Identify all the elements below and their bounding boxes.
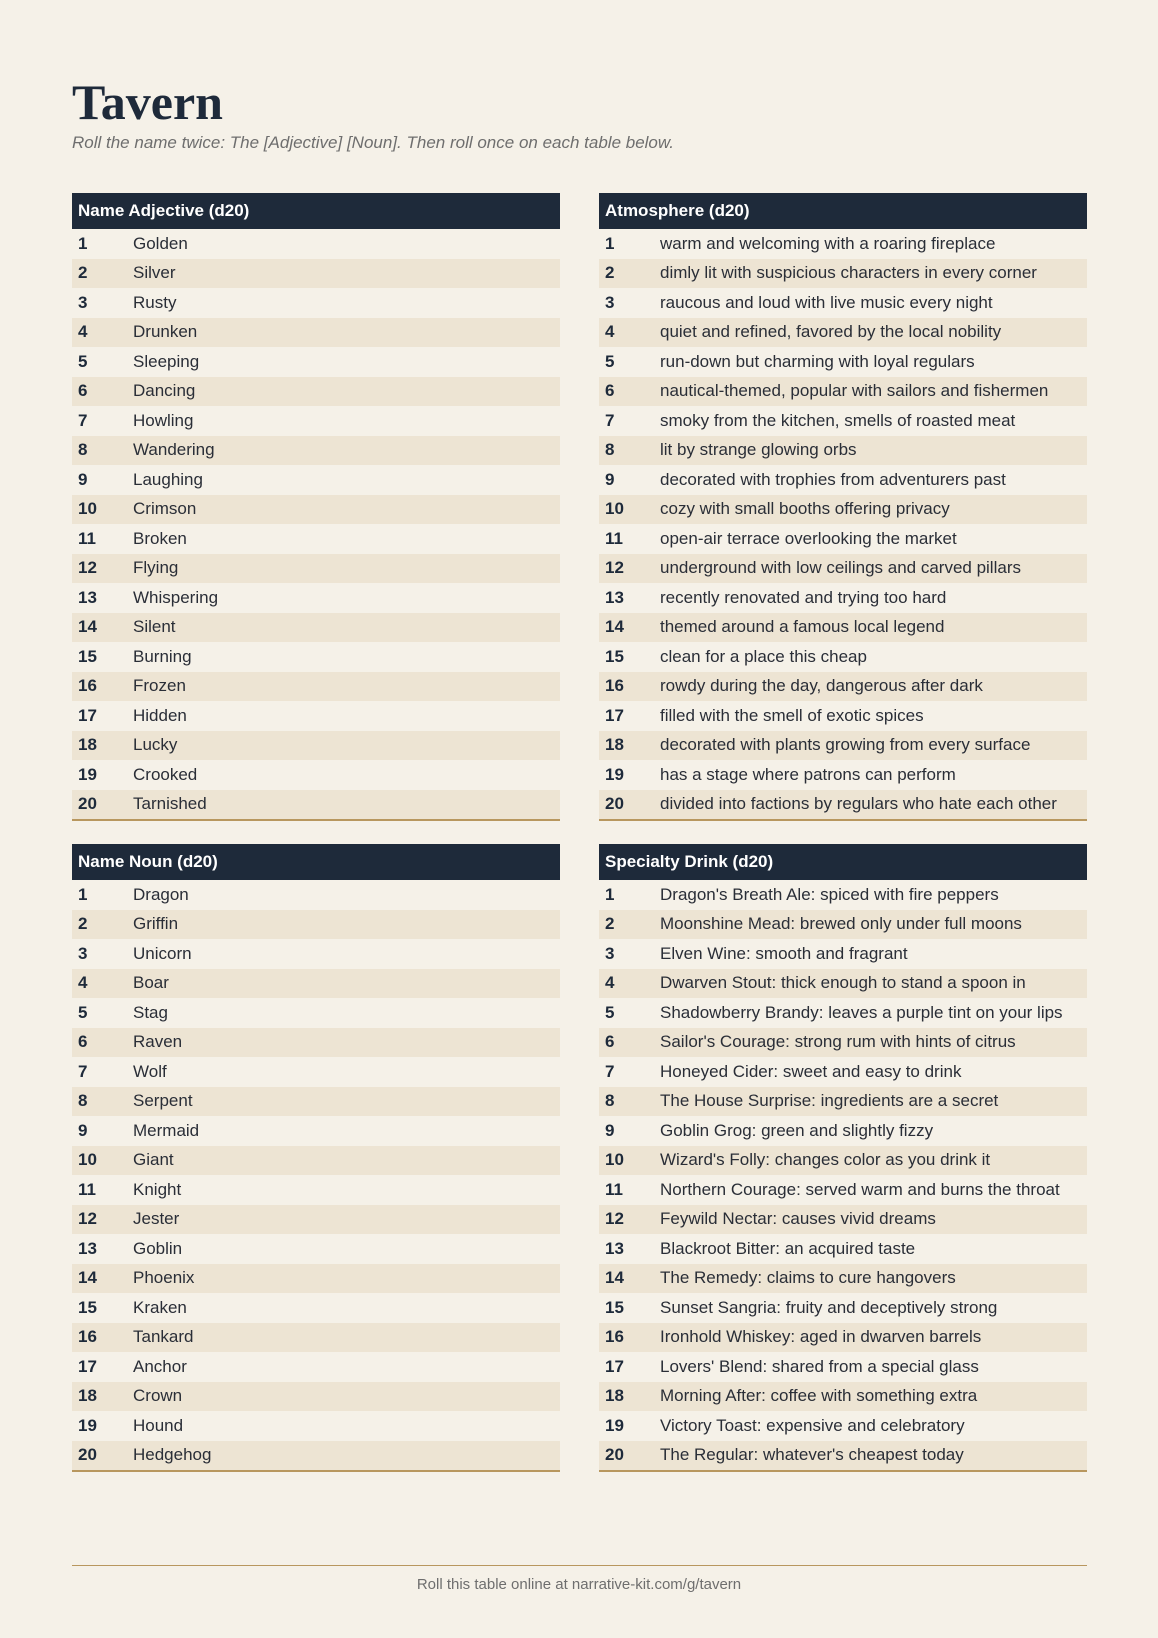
roll-result: Boar	[133, 973, 169, 993]
table-row	[72, 998, 560, 1028]
table-row	[72, 1146, 560, 1176]
roll-result: Rusty	[133, 292, 177, 312]
table-row	[599, 880, 1087, 910]
roll-number: 15	[78, 1297, 97, 1317]
roll-result: Whispering	[133, 587, 219, 607]
roll-number: 16	[605, 676, 624, 696]
roll-result: Golden	[133, 233, 188, 253]
table-header: Atmosphere (d20)	[599, 193, 1087, 229]
table-row	[599, 1264, 1087, 1294]
roll-result: The Regular: whatever's cheapest today	[660, 1445, 964, 1465]
table-row	[599, 1057, 1087, 1087]
roll-number: 8	[605, 1091, 615, 1111]
roll-number: 1	[605, 884, 615, 904]
roll-number: 7	[605, 1061, 615, 1081]
roll-result: has a stage where patrons can perform	[660, 764, 956, 784]
roll-result: cozy with small booths offering privacy	[660, 499, 950, 519]
roll-result: Crown	[133, 1386, 183, 1406]
roll-result: Burning	[133, 646, 192, 666]
roll-result: Elven Wine: smooth and fragrant	[660, 943, 908, 963]
roll-result: Silent	[133, 617, 176, 637]
table-specialty-drink	[599, 844, 1087, 1472]
table-row	[72, 1057, 560, 1087]
roll-number: 5	[78, 1002, 88, 1022]
roll-result: quiet and refined, favored by the local nobility	[660, 322, 1002, 342]
table-row	[599, 998, 1087, 1028]
table-row	[72, 939, 560, 969]
roll-result: Anchor	[133, 1356, 187, 1376]
roll-result: The Remedy: claims to cure hangovers	[660, 1268, 956, 1288]
roll-result: Sleeping	[133, 351, 200, 371]
roll-result: Crooked	[133, 764, 198, 784]
roll-result: Laughing	[133, 469, 203, 489]
roll-result: Tarnished	[133, 794, 207, 814]
roll-number: 2	[605, 263, 615, 283]
roll-result: decorated with plants growing from every surface	[660, 735, 1031, 755]
table-row	[599, 1175, 1087, 1205]
roll-number: 19	[78, 1415, 97, 1435]
table-row	[72, 1293, 560, 1323]
roll-number: 8	[605, 440, 615, 460]
roll-result: smoky from the kitchen, smells of roasted meat	[660, 410, 1016, 430]
roll-result: Raven	[133, 1032, 183, 1052]
table-row	[72, 229, 560, 259]
roll-result: Knight	[133, 1179, 182, 1199]
roll-number: 10	[78, 499, 97, 519]
roll-number: 7	[78, 1061, 88, 1081]
table-row	[72, 377, 560, 407]
table-row	[599, 465, 1087, 495]
roll-number: 15	[605, 646, 624, 666]
roll-result: rowdy during the day, dangerous after dark	[660, 676, 983, 696]
table-row	[599, 1411, 1087, 1441]
table-row	[599, 524, 1087, 554]
roll-result: Stag	[133, 1002, 168, 1022]
roll-result: Hedgehog	[133, 1445, 212, 1465]
roll-result: Broken	[133, 528, 187, 548]
roll-result: Blackroot Bitter: an acquired taste	[660, 1238, 916, 1258]
roll-number: 4	[605, 973, 615, 993]
roll-number: 18	[78, 1386, 97, 1406]
roll-result: Serpent	[133, 1091, 193, 1111]
table-row	[72, 524, 560, 554]
roll-number: 17	[78, 1356, 97, 1376]
table-row	[72, 259, 560, 289]
table-row	[599, 1293, 1087, 1323]
roll-result: Lucky	[133, 735, 178, 755]
table-row	[72, 1087, 560, 1117]
table-row	[72, 1382, 560, 1412]
table-row	[599, 790, 1087, 820]
table-row	[72, 1323, 560, 1353]
roll-number: 9	[78, 469, 88, 489]
roll-number: 16	[605, 1327, 624, 1347]
roll-result: Wolf	[133, 1061, 167, 1081]
table-body	[72, 229, 560, 821]
roll-number: 20	[78, 1445, 97, 1465]
roll-number: 9	[78, 1120, 88, 1140]
table-row	[599, 939, 1087, 969]
table-row	[599, 731, 1087, 761]
roll-number: 13	[78, 1238, 97, 1258]
table-row	[72, 1234, 560, 1264]
roll-number: 20	[78, 794, 97, 814]
roll-result: Feywild Nectar: causes vivid dreams	[660, 1209, 936, 1229]
table-row	[599, 1116, 1087, 1146]
roll-number: 13	[605, 1238, 624, 1258]
table-header: Name Noun (d20)	[72, 844, 560, 880]
roll-number: 1	[605, 233, 615, 253]
roll-number: 11	[605, 528, 623, 548]
roll-result: Dragon	[133, 884, 189, 904]
table-row	[599, 406, 1087, 436]
roll-result: open-air terrace overlooking the market	[660, 528, 957, 548]
table-row	[599, 288, 1087, 318]
table-row	[599, 1234, 1087, 1264]
roll-number: 18	[605, 735, 624, 755]
roll-number: 5	[605, 351, 615, 371]
roll-number: 4	[78, 322, 88, 342]
table-row	[599, 259, 1087, 289]
roll-number: 16	[78, 1327, 97, 1347]
page-title: Tavern	[72, 74, 223, 130]
table-row	[72, 760, 560, 790]
roll-result: recently renovated and trying too hard	[660, 587, 947, 607]
table-row	[72, 1028, 560, 1058]
footer-divider	[72, 1565, 1087, 1566]
roll-number: 3	[78, 292, 88, 312]
roll-number: 11	[605, 1179, 623, 1199]
roll-number: 4	[605, 322, 615, 342]
roll-number: 3	[78, 943, 88, 963]
table-row	[599, 377, 1087, 407]
table-row	[599, 613, 1087, 643]
roll-result: Giant	[133, 1150, 174, 1170]
roll-number: 18	[78, 735, 97, 755]
table-name-adjective	[72, 193, 560, 821]
table-row	[599, 1352, 1087, 1382]
table-row	[72, 731, 560, 761]
table-row	[599, 318, 1087, 348]
roll-number: 11	[78, 528, 96, 548]
roll-result: divided into factions by regulars who hate each other	[660, 794, 1057, 814]
table-body	[599, 880, 1087, 1472]
table-row	[72, 436, 560, 466]
table-row	[72, 1205, 560, 1235]
table-row	[72, 495, 560, 525]
roll-result: warm and welcoming with a roaring fireplace	[660, 233, 996, 253]
roll-number: 18	[605, 1386, 624, 1406]
table-row	[599, 1028, 1087, 1058]
footer-text: Roll this table online at narrative-kit.com/g/tavern	[416, 1576, 742, 1593]
roll-number: 3	[605, 292, 615, 312]
roll-result: Northern Courage: served warm and burns the throat	[660, 1179, 1060, 1199]
roll-result: nautical-themed, popular with sailors and fishermen	[660, 381, 1049, 401]
roll-number: 4	[78, 973, 88, 993]
roll-result: raucous and loud with live music every night	[660, 292, 993, 312]
table-body	[599, 229, 1087, 821]
table-row	[72, 554, 560, 584]
roll-result: Drunken	[133, 322, 198, 342]
table-row	[599, 1441, 1087, 1471]
roll-number: 1	[78, 233, 88, 253]
table-row	[599, 347, 1087, 377]
roll-number: 8	[78, 440, 88, 460]
roll-number: 1	[78, 884, 88, 904]
roll-result: lit by strange glowing orbs	[660, 440, 857, 460]
table-header: Name Adjective (d20)	[72, 193, 560, 229]
roll-number: 9	[605, 1120, 615, 1140]
roll-result: Unicorn	[133, 943, 192, 963]
roll-number: 17	[605, 705, 624, 725]
roll-number: 7	[605, 410, 615, 430]
table-row	[72, 1441, 560, 1471]
roll-result: themed around a famous local legend	[660, 617, 945, 637]
table-row	[72, 910, 560, 940]
table-row	[72, 701, 560, 731]
table-row	[599, 1146, 1087, 1176]
roll-number: 6	[78, 381, 88, 401]
roll-number: 5	[605, 1002, 615, 1022]
roll-result: Morning After: coffee with something extra	[660, 1386, 978, 1406]
table-row	[72, 465, 560, 495]
roll-number: 6	[605, 1032, 615, 1052]
roll-number: 10	[605, 1150, 624, 1170]
roll-number: 2	[605, 914, 615, 934]
table-row	[599, 1323, 1087, 1353]
table-row	[72, 1411, 560, 1441]
roll-number: 15	[78, 646, 97, 666]
table-row	[599, 495, 1087, 525]
roll-number: 16	[78, 676, 97, 696]
roll-result: Hound	[133, 1415, 184, 1435]
roll-result: Dragon's Breath Ale: spiced with fire peppers	[660, 884, 999, 904]
table-row	[599, 760, 1087, 790]
roll-number: 12	[605, 1209, 624, 1229]
table-row	[72, 406, 560, 436]
table-row	[599, 642, 1087, 672]
roll-number: 13	[78, 587, 97, 607]
table-row	[72, 790, 560, 820]
roll-result: Crimson	[133, 499, 197, 519]
table-row	[72, 969, 560, 999]
table-header: Specialty Drink (d20)	[599, 844, 1087, 880]
roll-number: 5	[78, 351, 88, 371]
roll-number: 6	[78, 1032, 88, 1052]
table-row	[72, 642, 560, 672]
roll-result: Phoenix	[133, 1268, 195, 1288]
roll-number: 6	[605, 381, 615, 401]
roll-result: Moonshine Mead: brewed only under full moons	[660, 914, 1022, 934]
roll-number: 11	[78, 1179, 96, 1199]
roll-result: Wizard's Folly: changes color as you drink it	[660, 1150, 991, 1170]
roll-number: 10	[78, 1150, 97, 1170]
roll-number: 14	[78, 617, 97, 637]
roll-number: 19	[605, 764, 624, 784]
roll-result: Tankard	[133, 1327, 194, 1347]
roll-result: Sailor's Courage: strong rum with hints of citrus	[660, 1032, 1016, 1052]
roll-number: 14	[605, 617, 624, 637]
roll-number: 10	[605, 499, 624, 519]
roll-number: 19	[78, 764, 97, 784]
roll-result: Wandering	[133, 440, 215, 460]
table-row	[599, 436, 1087, 466]
roll-result: Dwarven Stout: thick enough to stand a spoon in	[660, 973, 1026, 993]
roll-result: Victory Toast: expensive and celebratory	[660, 1415, 965, 1435]
roll-result: Flying	[133, 558, 179, 578]
roll-result: Shadowberry Brandy: leaves a purple tint on your lips	[660, 1002, 1063, 1022]
roll-result: Mermaid	[133, 1120, 200, 1140]
table-row	[72, 583, 560, 613]
roll-result: Honeyed Cider: sweet and easy to drink	[660, 1061, 962, 1081]
roll-number: 20	[605, 794, 624, 814]
table-row	[599, 672, 1087, 702]
roll-number: 12	[78, 558, 97, 578]
roll-result: Jester	[133, 1209, 180, 1229]
table-row	[72, 613, 560, 643]
table-row	[72, 318, 560, 348]
roll-number: 3	[605, 943, 615, 963]
roll-number: 2	[78, 263, 88, 283]
roll-number: 14	[605, 1268, 624, 1288]
roll-result: Sunset Sangria: fruity and deceptively strong	[660, 1297, 998, 1317]
roll-number: 14	[78, 1268, 97, 1288]
roll-number: 12	[78, 1209, 97, 1229]
roll-number: 15	[605, 1297, 624, 1317]
table-row	[599, 583, 1087, 613]
table-row	[599, 229, 1087, 259]
roll-result: Silver	[133, 263, 176, 283]
table-row	[599, 1087, 1087, 1117]
roll-number: 2	[78, 914, 88, 934]
roll-result: Goblin	[133, 1238, 183, 1258]
roll-result: Ironhold Whiskey: aged in dwarven barrels	[660, 1327, 982, 1347]
roll-result: run-down but charming with loyal regulars	[660, 351, 975, 371]
roll-result: decorated with trophies from adventurers past	[660, 469, 1006, 489]
roll-number: 17	[78, 705, 97, 725]
table-row	[599, 701, 1087, 731]
table-row	[72, 1264, 560, 1294]
table-row	[72, 288, 560, 318]
table-row	[72, 1116, 560, 1146]
roll-result: dimly lit with suspicious characters in every corner	[660, 263, 1037, 283]
table-row	[599, 554, 1087, 584]
roll-result: The House Surprise: ingredients are a secret	[660, 1091, 999, 1111]
roll-number: 12	[605, 558, 624, 578]
table-body	[72, 880, 560, 1472]
table-row	[599, 1382, 1087, 1412]
page-subtitle: Roll the name twice: The [Adjective] [Noun]. Then roll once on each table below.	[72, 133, 674, 152]
roll-number: 8	[78, 1091, 88, 1111]
table-row	[599, 1205, 1087, 1235]
roll-result: underground with low ceilings and carved pillars	[660, 558, 1021, 578]
table-row	[72, 1175, 560, 1205]
table-row	[72, 347, 560, 377]
roll-number: 13	[605, 587, 624, 607]
roll-number: 19	[605, 1415, 624, 1435]
table-row	[599, 969, 1087, 999]
table-name-noun	[72, 844, 560, 1472]
roll-result: clean for a place this cheap	[660, 646, 867, 666]
roll-number: 20	[605, 1445, 624, 1465]
table-row	[72, 1352, 560, 1382]
roll-result: Frozen	[133, 676, 186, 696]
roll-result: Dancing	[133, 381, 196, 401]
roll-number: 9	[605, 469, 615, 489]
roll-result: Griffin	[133, 914, 179, 934]
roll-result: Hidden	[133, 705, 187, 725]
roll-result: Goblin Grog: green and slightly fizzy	[660, 1120, 934, 1140]
roll-result: filled with the smell of exotic spices	[660, 705, 924, 725]
table-atmosphere	[599, 193, 1087, 821]
table-row	[72, 672, 560, 702]
roll-result: Kraken	[133, 1297, 187, 1317]
roll-number: 17	[605, 1356, 624, 1376]
roll-result: Lovers' Blend: shared from a special glass	[660, 1356, 979, 1376]
roll-result: Howling	[133, 410, 194, 430]
table-row	[72, 880, 560, 910]
roll-number: 7	[78, 410, 88, 430]
table-row	[599, 910, 1087, 940]
